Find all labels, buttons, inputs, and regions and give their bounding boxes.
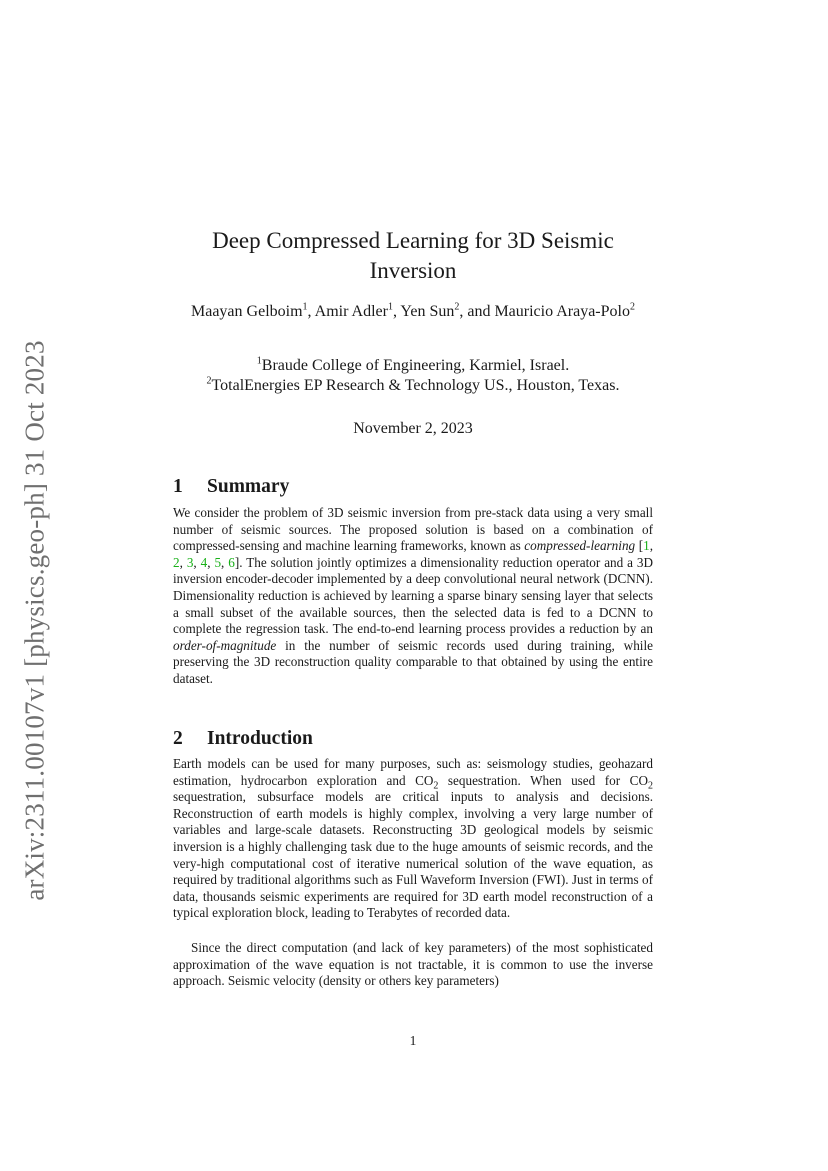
introduction-paragraph-2: Since the direct computation (and lack of key parameters) of the most sophisticated approximation of the wave equation is not tractable, it is common to use the inverse approach. Seismic velocity (density or others key parameters) <box>173 940 653 989</box>
citation-link[interactable]: 6 <box>228 554 235 570</box>
paper-date: November 2, 2023 <box>353 420 473 437</box>
section-heading-summary <box>173 476 653 498</box>
affiliation: $^2$TotalEnergies EP Research & Technology US., Houston, Texas. <box>206 375 620 394</box>
citation-link[interactable]: 2 <box>173 554 180 570</box>
author: Maayan Gelboim$^1$ <box>191 301 308 320</box>
arxiv-id-text: arXiv:2311.00107v1 [physics.geo-ph] 31 Oct 2023 <box>19 339 50 901</box>
author: Yen Sun$^2$ <box>400 301 460 320</box>
paper-title: Deep Compressed Learning for 3D Seismic Inversion <box>212 228 614 283</box>
section-title: Summary <box>207 476 290 497</box>
citation-link[interactable]: 5 <box>214 554 222 570</box>
summary-paragraph: We consider the problem of 3D seismic inversion from pre-stack data using a very small number of seismic sources. The proposed solution is based on a combination of compressed-sensing and machine learning frameworks, known as compressed-learning [1, 2, 3, 4, 5, 6]. The solution jointly optimizes a dimensionality reduction operator and a 3D inversion encoder-decoder implemented by a deep convolutional neural network (DCNN). Dimensionality reduction is achieved by learning a sparse binary sensing layer that selects a small subset of the available sources, then the selected data is fed to a DCNN to complete the regression task. The end-to-end learning process provides a reduction by an order-of-magnitude in the number of seismic records used during training, while preserving the 3D reconstruction quality comparable to that obtained by using the entire dataset. <box>173 505 654 686</box>
section-title: Introduction <box>207 728 313 749</box>
section-number: 2 <box>173 728 183 749</box>
citation-link[interactable]: 3 <box>186 554 194 570</box>
section-number: 1 <box>173 476 183 497</box>
section-heading-introduction <box>173 728 653 750</box>
author: Amir Adler$^1$ <box>314 301 393 320</box>
affiliation-list <box>173 356 653 396</box>
affiliation: $^1$Braude College of Engineering, Karmiel, Israel. <box>256 355 570 374</box>
author: Mauricio Araya-Polo$^2$ <box>494 301 635 320</box>
author-list: Maayan Gelboim$^1$, Amir Adler$^1$, Yen Sun$^2$, and Mauricio Araya-Polo$^2$ <box>191 301 635 320</box>
citation-link[interactable]: 1 <box>643 538 650 554</box>
citation-link[interactable]: 4 <box>200 554 208 570</box>
arxiv-identifier-sidebar <box>18 328 52 912</box>
introduction-paragraph-1: Earth models can be used for many purposes, such as: seismology studies, geohazard estimation, hydrocarbon exploration and $CO_2$ sequestration. When used for $CO_2$ sequestration, subsurface models are critical inputs to analysis and decisions. Reconstruction of earth models is highly complex, involving a very large number of variables and large-scale datasets. Reconstructing 3D geological models by seismic inversion is a highly challenging task due to the huge amounts of seismic records, and the very-high computational cost of iterative numerical solution of the wave equation, as required by traditional algorithms such as Full Waveform Inversion (FWI). Just in terms of data, thousands seismic experiments are required for 3D earth model reconstruction of a typical exploration block, leading to Terabytes of recorded data. <box>173 756 653 921</box>
page-number: 1 <box>409 1033 417 1048</box>
